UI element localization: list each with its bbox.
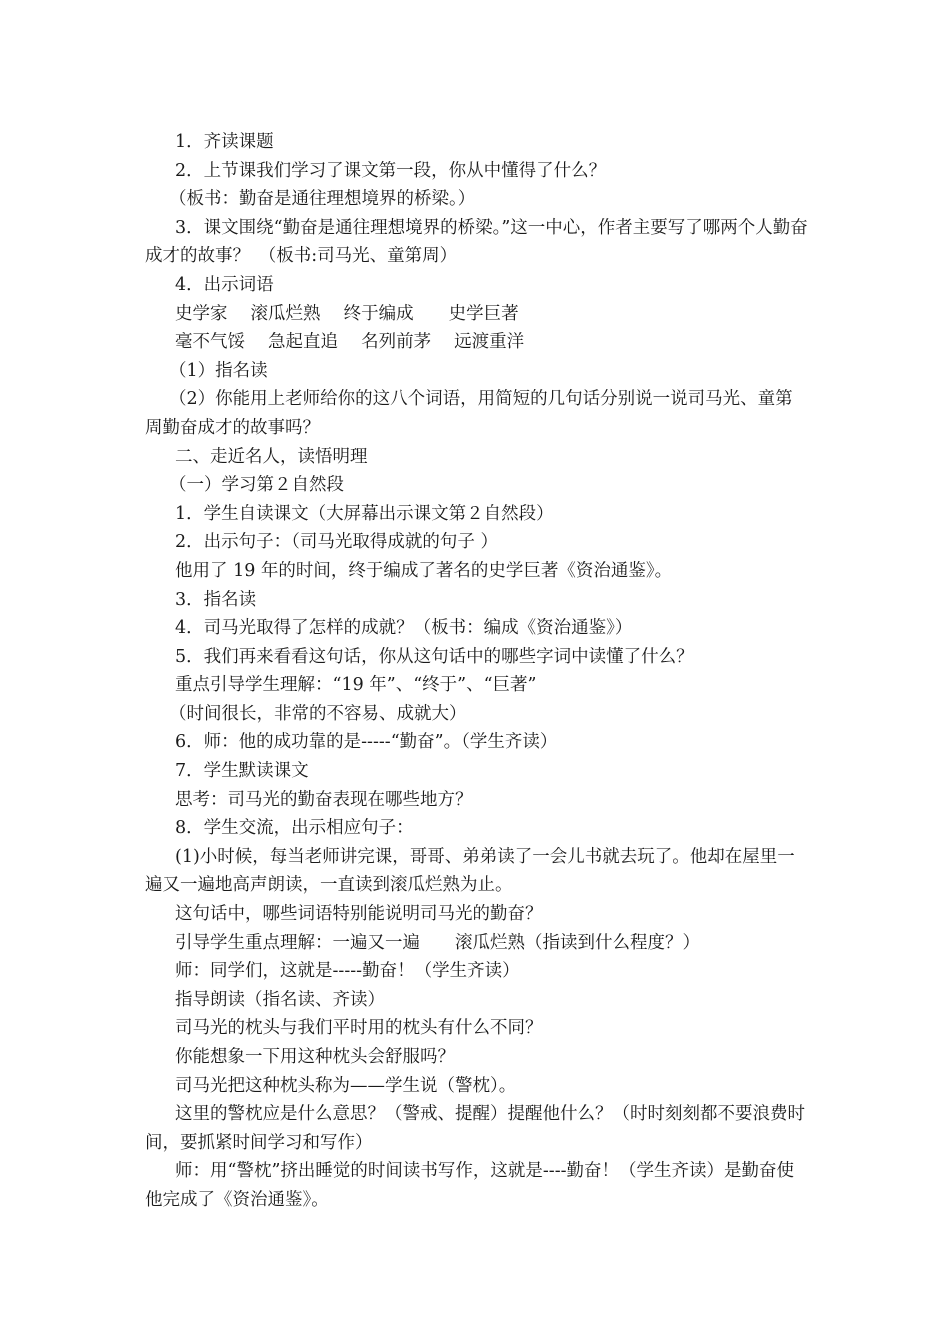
subsection-heading: （一）学习第２自然段 xyxy=(169,475,344,496)
paragraph: 5．我们再来看看这句话，你从这句话中的哪些字词中读懂了什么？ xyxy=(175,646,694,667)
paragraph: 司马光把这种枕头称为——学生说（警枕）。 xyxy=(175,1075,517,1096)
paragraph: 6．师：他的成功靠的是-----“勤奋”。（学生齐读） xyxy=(175,732,558,753)
paragraph: 引导学生重点理解：一遍又一遍 滚瓜烂熟（指读到什么程度？） xyxy=(175,932,700,953)
paragraph: 重点引导学生理解：“19 年”、“终于”、“巨著” xyxy=(175,675,537,696)
paragraph: 1．齐读课题 xyxy=(175,132,274,152)
paragraph: 1．学生自读课文（大屏幕出示课文第２自然段） xyxy=(175,503,554,524)
section-heading: 二、走近名人，读悟明理 xyxy=(175,446,368,467)
word-list-row: 史学家 滚瓜烂熟 终于编成 史学巨著 xyxy=(175,303,519,324)
paragraph: 师：用“警枕”挤出睡觉的时间读书写作，这就是----勤奋！（学生齐读）是勤奋使他完成了《资治通鉴》。 xyxy=(145,1161,795,1210)
paragraph: （2）你能用上老师给你的这八个词语，用简短的几句话分别说一说司马光、童第周勤奋成才的故事吗？ xyxy=(145,389,793,438)
paragraph: 思考：司马光的勤奋表现在哪些地方？ xyxy=(175,789,473,810)
paragraph: 2．出示句子：（司马光取得成就的句子 ） xyxy=(175,532,498,553)
paragraph: 4．司马光取得了怎样的成就？（板书：编成《资治通鉴》） xyxy=(175,618,633,639)
paragraph: 师：同学们，这就是-----勤奋！（学生齐读） xyxy=(175,961,520,982)
paragraph: 你能想象一下用这种枕头会舒服吗？ xyxy=(175,1047,455,1067)
paragraph: 这句话中，哪些词语特别能说明司马光的勤奋？ xyxy=(175,904,543,925)
paragraph: 3．指名读 xyxy=(175,589,257,610)
paragraph: 7．学生默读课文 xyxy=(175,761,309,782)
paragraph: (1)小时候，每当老师讲完课，哥哥、弟弟读了一会儿书就去玩了。他却在屋里一遍又一遍地高声朗读，一直读到滚瓜烂熟为止。 xyxy=(145,846,795,896)
document-body xyxy=(145,128,810,1215)
paragraph: 8．学生交流，出示相应句子： xyxy=(175,818,414,839)
word-list-row: 毫不气馁 急起直追 名列前茅 远渡重洋 xyxy=(175,332,525,353)
paragraph: 2．上节课我们学习了课文第一段，你从中懂得了什么？ xyxy=(175,160,607,181)
paragraph: （时间很长，非常的不容易、成就大） xyxy=(169,703,467,724)
paragraph: 司马光的枕头与我们平时用的枕头有什么不同？ xyxy=(175,1018,543,1039)
paragraph: 他用了 19 年的时间，终于编成了著名的史学巨著《资治通鉴》。 xyxy=(175,560,673,581)
paragraph: 这里的警枕应是什么意思？（警戒、提醒）提醒他什么？（时时刻刻都不要浪费时间，要抓紧时间学习和写作） xyxy=(145,1104,805,1153)
paragraph: 指导朗读（指名读、齐读） xyxy=(175,989,385,1010)
paragraph: 4．出示词语 xyxy=(175,274,274,295)
paragraph: （板书：勤奋是通往理想境界的桥梁。） xyxy=(169,189,476,210)
paragraph: 3．课文围绕“勤奋是通往理想境界的桥梁。”这一中心，作者主要写了哪两个人勤奋成才的故事？ （板书:司马光、童第周） xyxy=(145,217,808,267)
paragraph: （1）指名读 xyxy=(169,360,268,381)
